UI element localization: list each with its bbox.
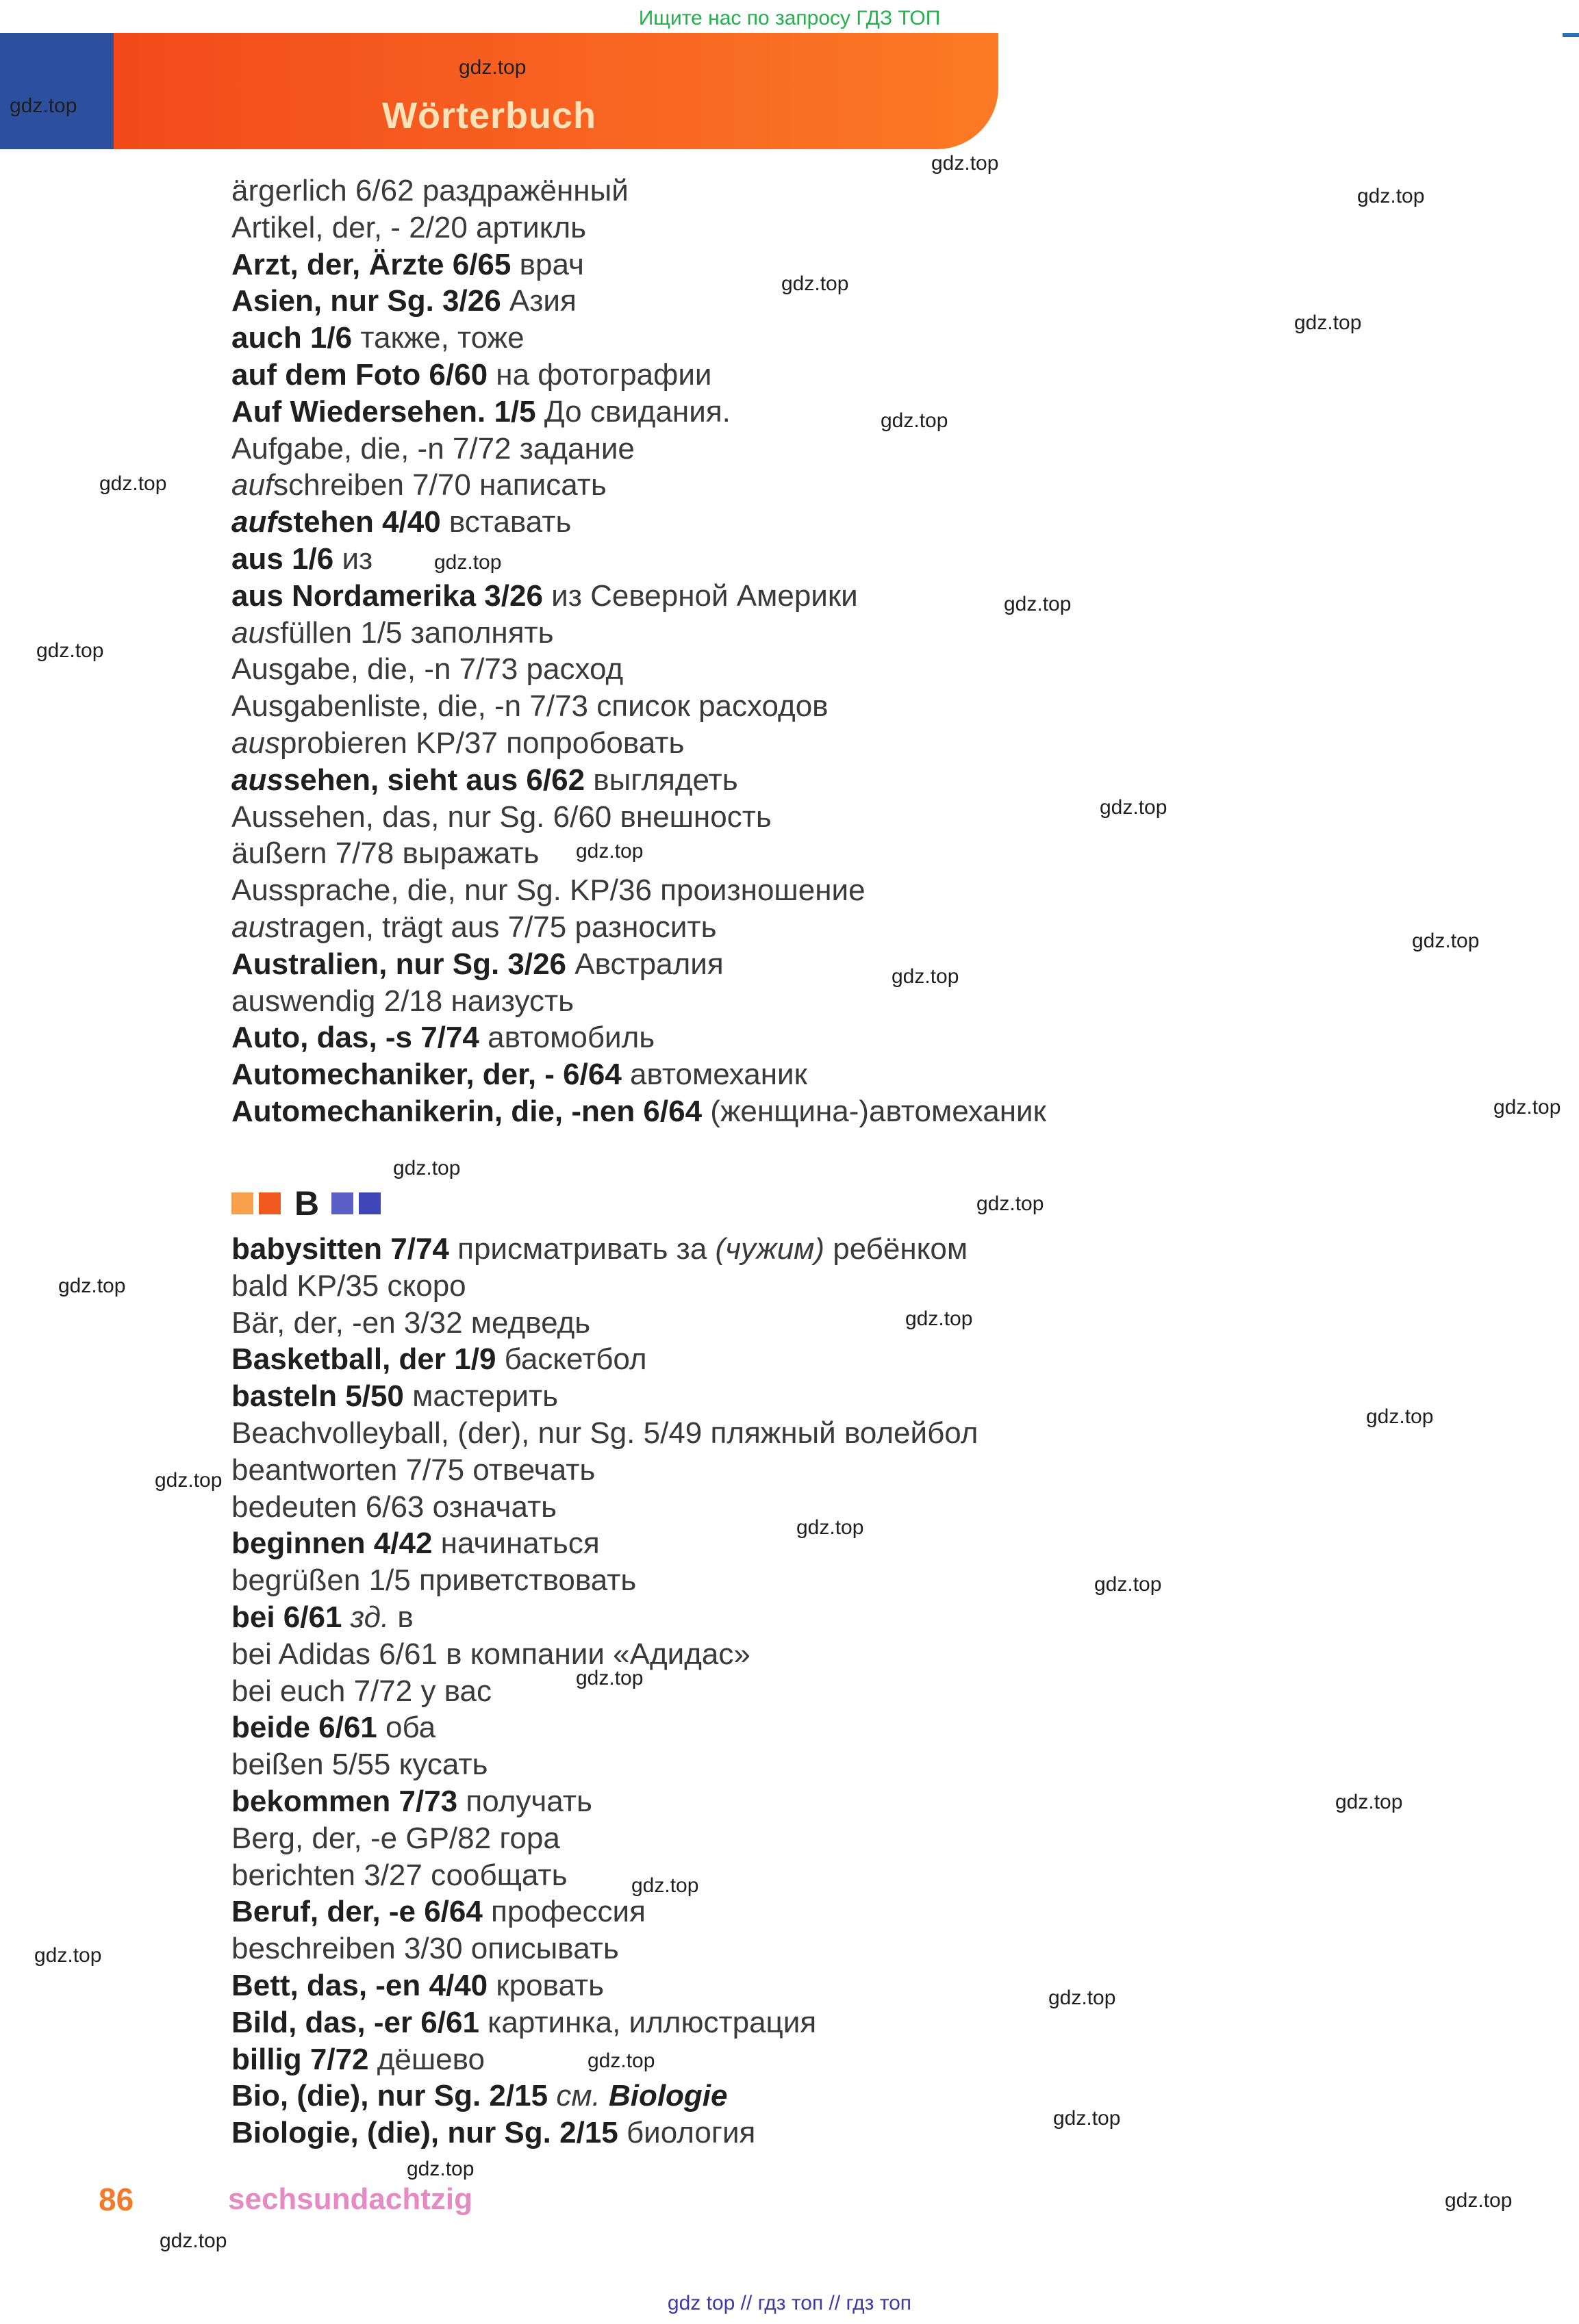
entry-translation: Bär, der, -en 3/32 медведь bbox=[231, 1305, 591, 1340]
watermark-label: gdz.top bbox=[1053, 2107, 1121, 2130]
entry-translation: Aussehen, das, nur Sg. 6/60 внешность bbox=[231, 800, 772, 834]
watermark-label: gdz.top bbox=[459, 56, 527, 79]
dictionary-entries-b bbox=[231, 1231, 1395, 2151]
entry-reference: Biologie bbox=[608, 2079, 728, 2113]
entry-translation: кровать bbox=[488, 1968, 605, 2002]
edge-mark bbox=[1563, 33, 1579, 37]
entry-translation: berichten 3/27 сообщать bbox=[231, 1858, 568, 1892]
watermark-label: gdz.top bbox=[576, 840, 644, 863]
section-heading-b bbox=[231, 1183, 386, 1224]
entry-translation: Aufgabe, die, -n 7/72 задание bbox=[231, 431, 635, 465]
watermark-label: gdz.top bbox=[1445, 2189, 1513, 2212]
dictionary-entry bbox=[231, 872, 1395, 909]
dictionary-entry bbox=[231, 2115, 1395, 2151]
watermark-label: gdz.top bbox=[796, 1516, 864, 1539]
entry-headword: auch 1/6 bbox=[231, 321, 353, 355]
dictionary-entry bbox=[231, 1562, 1395, 1599]
watermark-label: gdz.top bbox=[931, 152, 999, 175]
dictionary-entry bbox=[231, 1967, 1395, 2004]
entry-headword: Bett, das, -en 4/40 bbox=[231, 1968, 488, 2002]
entry-translation bbox=[548, 2079, 556, 2112]
dictionary-entry bbox=[231, 1599, 1395, 1636]
footer-links[interactable]: gdz top // гдз топ // гдз топ bbox=[667, 2292, 912, 2314]
entry-headword: billig 7/72 bbox=[231, 2042, 369, 2076]
dictionary-entry bbox=[231, 541, 1395, 578]
watermark-label: gdz.top bbox=[781, 272, 849, 295]
watermark-label: gdz.top bbox=[393, 1157, 461, 1179]
dictionary-entry bbox=[231, 651, 1395, 688]
watermark-label: gdz.top bbox=[1048, 1987, 1116, 2009]
entry-note: (чужим) bbox=[715, 1232, 824, 1266]
watermark-label: gdz.top bbox=[588, 2050, 655, 2072]
entry-translation: автомобиль bbox=[479, 1021, 655, 1055]
dictionary-entry bbox=[231, 615, 1395, 652]
entry-headword: Automechaniker, der, - 6/64 bbox=[231, 1058, 622, 1092]
entry-translation: Австралия bbox=[566, 947, 724, 981]
entry-translation: начинаться bbox=[432, 1527, 600, 1561]
entry-headword: Biologie, (die), nur Sg. 2/15 bbox=[231, 2116, 618, 2150]
entry-note: см. bbox=[556, 2079, 601, 2113]
entry-translation: tragen, trägt aus 7/75 разносить bbox=[279, 910, 717, 944]
entry-headword: Automechanikerin, die, -nen 6/64 bbox=[231, 1094, 703, 1128]
entry-translation: bedeuten 6/63 означать bbox=[231, 1490, 557, 1524]
dictionary-entry bbox=[231, 2004, 1395, 2041]
entry-prefix: aus bbox=[231, 615, 280, 650]
watermark-label: gdz.top bbox=[905, 1307, 973, 1330]
search-hint-banner[interactable]: Ищите нас по запросу ГДЗ ТОП bbox=[638, 7, 941, 29]
dictionary-entry bbox=[231, 1056, 1395, 1093]
dictionary-entry bbox=[231, 835, 1395, 872]
entry-translation: bei Adidas 6/61 в компании «Адидас» bbox=[231, 1637, 750, 1671]
entry-translation: schreiben 7/70 написать bbox=[273, 468, 607, 502]
entry-translation: на фотографии bbox=[488, 357, 712, 392]
entry-prefix: auf bbox=[231, 468, 274, 502]
entry-translation: Berg, der, -e GP/82 гора bbox=[231, 1821, 560, 1855]
entry-headword: aus 1/6 bbox=[231, 541, 334, 576]
blue-square-icon bbox=[331, 1192, 353, 1214]
dictionary-entry bbox=[231, 1893, 1395, 1930]
entry-translation: Aussprache, die, nur Sg. KP/36 произношение bbox=[231, 873, 866, 908]
entry-translation: баскетбол bbox=[496, 1342, 647, 1377]
dictionary-entry bbox=[231, 1415, 1395, 1452]
entry-note: зд. bbox=[350, 1600, 390, 1634]
watermark-label: gdz.top bbox=[10, 94, 77, 117]
watermark-label: gdz.top bbox=[1004, 593, 1072, 615]
page-number: 86 bbox=[99, 2182, 134, 2217]
entry-headword: Auto, das, -s 7/74 bbox=[231, 1021, 479, 1055]
section-letter: B bbox=[294, 1184, 320, 1223]
entry-headword: Basketball, der 1/9 bbox=[231, 1342, 496, 1377]
entry-headword: Bio, (die), nur Sg. 2/15 bbox=[231, 2079, 548, 2113]
entry-translation: bei euch 7/72 у вас bbox=[231, 1674, 492, 1708]
watermark-label: gdz.top bbox=[1366, 1405, 1434, 1428]
dictionary-entry bbox=[231, 983, 1395, 1020]
entry-translation: присматривать за bbox=[449, 1232, 716, 1266]
entry-translation: выглядеть bbox=[585, 763, 738, 797]
entry-translation: beißen 5/55 кусать bbox=[231, 1748, 488, 1782]
entry-translation: begrüßen 1/5 приветствовать bbox=[231, 1563, 637, 1598]
entry-translation: (женщина-)автомеханик bbox=[702, 1094, 1046, 1128]
entry-prefix: aus bbox=[231, 726, 280, 760]
entry-translation: вставать bbox=[440, 505, 572, 539]
entry-translation: в bbox=[389, 1600, 414, 1634]
watermark-label: gdz.top bbox=[1493, 1096, 1561, 1119]
watermark-label: gdz.top bbox=[36, 639, 104, 662]
page-number-word: sechsundachtzig bbox=[228, 2182, 472, 2216]
dictionary-entry bbox=[231, 467, 1395, 504]
entry-translation: также, тоже bbox=[352, 321, 525, 355]
entry-headword: Beruf, der, -e 6/64 bbox=[231, 1895, 483, 1929]
watermark-label: gdz.top bbox=[407, 2158, 475, 2180]
entry-translation: автомеханик bbox=[621, 1058, 807, 1092]
watermark-label: gdz.top bbox=[1294, 311, 1362, 334]
entry-translation: Artikel, der, - 2/20 артикль bbox=[231, 210, 587, 244]
dictionary-entry bbox=[231, 431, 1395, 468]
entry-translation: мастерить bbox=[403, 1379, 559, 1414]
entry-translation: probieren KP/37 попробовать bbox=[279, 726, 685, 760]
entry-translation: bald KP/35 скоро bbox=[231, 1268, 466, 1303]
entry-translation bbox=[601, 2079, 609, 2112]
entry-translation: оба bbox=[377, 1711, 436, 1745]
dark-blue-square-icon bbox=[359, 1192, 381, 1214]
dictionary-entry bbox=[231, 909, 1395, 946]
entry-headword: sehen, sieht aus 6/62 bbox=[283, 763, 585, 797]
entry-translation: ärgerlich 6/62 раздражённый bbox=[231, 174, 629, 207]
orange-square-icon bbox=[231, 1192, 253, 1214]
entry-translation: beantworten 7/75 отвечать bbox=[231, 1453, 596, 1487]
dictionary-entry bbox=[231, 1857, 1395, 1894]
entry-translation: Ausgabe, die, -n 7/73 расход bbox=[231, 652, 624, 687]
entry-headword: bekommen 7/73 bbox=[231, 1784, 458, 1818]
dictionary-entry bbox=[231, 1709, 1395, 1746]
entry-headword: Asien, nur Sg. 3/26 bbox=[231, 284, 501, 318]
entry-headword: aus Nordamerika 3/26 bbox=[231, 578, 543, 613]
entry-translation: Азия bbox=[501, 284, 577, 318]
header-blue-block bbox=[0, 33, 114, 149]
entry-translation: дёшево bbox=[368, 2042, 485, 2076]
entry-translation: из bbox=[333, 541, 373, 576]
dictionary-entry bbox=[231, 173, 1395, 209]
watermark-label: gdz.top bbox=[434, 551, 502, 574]
dictionary-entry bbox=[231, 1746, 1395, 1783]
watermark-label: gdz.top bbox=[1335, 1791, 1403, 1813]
dictionary-entry bbox=[231, 1231, 1395, 1268]
entry-translation: профессия bbox=[482, 1895, 646, 1929]
watermark-label: gdz.top bbox=[99, 472, 167, 495]
entry-headword: beide 6/61 bbox=[231, 1711, 377, 1745]
dictionary-entry bbox=[231, 320, 1395, 357]
dictionary-entry bbox=[231, 2041, 1395, 2078]
dictionary-entry bbox=[231, 688, 1395, 725]
watermark-label: gdz.top bbox=[155, 1469, 223, 1492]
entry-headword: stehen 4/40 bbox=[277, 505, 441, 539]
dictionary-entry bbox=[231, 578, 1395, 615]
entry-headword: bei 6/61 bbox=[231, 1600, 342, 1634]
watermark-label: gdz.top bbox=[576, 1667, 644, 1689]
entry-translation: из Северной Америки bbox=[542, 578, 858, 613]
dictionary-entry bbox=[231, 1019, 1395, 1056]
dictionary-entry bbox=[231, 762, 1395, 799]
dictionary-entry bbox=[231, 357, 1395, 394]
dictionary-entry bbox=[231, 1452, 1395, 1489]
entry-translation: füllen 1/5 заполнять bbox=[279, 615, 554, 650]
dictionary-entry bbox=[231, 209, 1395, 246]
dictionary-entry bbox=[231, 1093, 1395, 1130]
entry-translation: картинка, иллюстрация bbox=[479, 2005, 817, 2039]
dictionary-entry bbox=[231, 1820, 1395, 1857]
page-title: Wörterbuch bbox=[382, 95, 596, 136]
red-square-icon bbox=[259, 1192, 281, 1214]
dictionary-entry bbox=[231, 725, 1395, 762]
watermark-label: gdz.top bbox=[1094, 1573, 1162, 1596]
entry-prefix: aus bbox=[231, 910, 280, 944]
entry-headword: Bild, das, -er 6/61 bbox=[231, 2005, 479, 2039]
entry-headword: Auf Wiedersehen. 1/5 bbox=[231, 394, 536, 429]
dictionary-entry bbox=[231, 1341, 1395, 1378]
watermark-label: gdz.top bbox=[892, 965, 959, 988]
watermark-label: gdz.top bbox=[160, 2230, 227, 2252]
dictionary-entry bbox=[231, 394, 1395, 431]
entry-headword: basteln 5/50 bbox=[231, 1379, 404, 1414]
dictionary-entries-a bbox=[231, 173, 1395, 1130]
dictionary-entry bbox=[231, 1636, 1395, 1673]
watermark-label: gdz.top bbox=[976, 1192, 1044, 1215]
entry-translation: получать bbox=[457, 1784, 592, 1818]
entry-headword: Australien, nur Sg. 3/26 bbox=[231, 947, 567, 981]
dictionary-entry bbox=[231, 1378, 1395, 1415]
watermark-label: gdz.top bbox=[1412, 930, 1480, 952]
entry-translation: äußern 7/78 выражать bbox=[231, 837, 540, 871]
dictionary-entry bbox=[231, 799, 1395, 836]
watermark-label: gdz.top bbox=[34, 1944, 102, 1967]
entry-translation: ребёнком bbox=[824, 1232, 968, 1266]
entry-headword: auf dem Foto 6/60 bbox=[231, 357, 488, 392]
entry-translation: До свидания. bbox=[535, 394, 731, 429]
watermark-label: gdz.top bbox=[1100, 796, 1167, 819]
watermark-label: gdz.top bbox=[1357, 185, 1425, 207]
entry-headword: Arzt, der, Ärzte 6/65 bbox=[231, 247, 511, 281]
entry-translation: auswendig 2/18 наизусть bbox=[231, 984, 574, 1018]
dictionary-entry bbox=[231, 504, 1395, 541]
dictionary-entry bbox=[231, 1783, 1395, 1820]
watermark-label: gdz.top bbox=[58, 1275, 126, 1297]
entry-translation: биология bbox=[618, 2116, 756, 2150]
entry-headword: beginnen 4/42 bbox=[231, 1527, 433, 1561]
dictionary-entry bbox=[231, 1673, 1395, 1710]
dictionary-entry bbox=[231, 2078, 1395, 2115]
dictionary-entry bbox=[231, 946, 1395, 983]
dictionary-entry bbox=[231, 1305, 1395, 1342]
dictionary-entry bbox=[231, 1268, 1395, 1305]
entry-translation bbox=[342, 1600, 350, 1634]
entry-translation: beschreiben 3/30 описывать bbox=[231, 1932, 619, 1966]
dictionary-entry bbox=[231, 1930, 1395, 1967]
entry-prefix: auf bbox=[231, 505, 277, 539]
entry-headword: babysitten 7/74 bbox=[231, 1232, 449, 1266]
entry-translation: Beachvolleyball, (der), nur Sg. 5/49 пляжный волейбол bbox=[231, 1416, 978, 1450]
entry-translation: врач bbox=[511, 247, 584, 281]
watermark-label: gdz.top bbox=[631, 1874, 699, 1897]
entry-translation: Ausgabenliste, die, -n 7/73 список расходов bbox=[231, 689, 829, 724]
entry-prefix: aus bbox=[231, 763, 283, 797]
watermark-label: gdz.top bbox=[881, 409, 948, 432]
